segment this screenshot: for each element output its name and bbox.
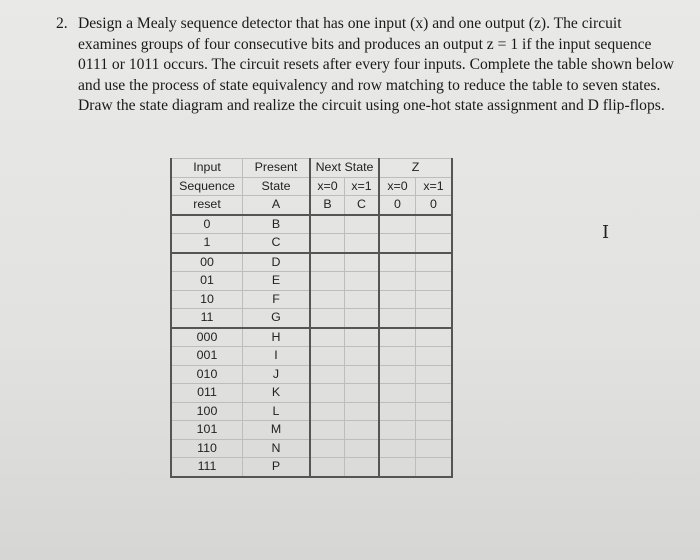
z-x0-cell[interactable] — [379, 290, 416, 309]
z-x0-cell[interactable] — [379, 215, 416, 234]
next-state-x1-cell[interactable] — [345, 215, 380, 234]
z-x0-cell[interactable] — [379, 328, 416, 347]
next-state-x0-cell[interactable] — [310, 215, 345, 234]
next-state-x0-cell[interactable] — [310, 402, 345, 421]
next-state-x0-cell[interactable] — [310, 365, 345, 384]
next-state-x0-cell[interactable] — [310, 309, 345, 328]
next-state-x0-cell[interactable] — [310, 384, 345, 403]
z-x1-cell[interactable] — [416, 253, 453, 272]
z-x1-cell[interactable] — [416, 458, 453, 477]
z-x0-cell[interactable] — [379, 439, 416, 458]
present-state-cell: C — [243, 234, 311, 253]
present-state-cell: L — [243, 402, 311, 421]
next-state-x1-cell[interactable] — [345, 290, 380, 309]
input-sequence-cell: 010 — [171, 365, 243, 384]
input-sequence-cell: 001 — [171, 347, 243, 366]
z-x0-cell[interactable]: 0 — [379, 196, 416, 215]
table-row — [171, 421, 452, 440]
z-x1-cell[interactable] — [416, 365, 453, 384]
input-sequence-cell: 111 — [171, 458, 243, 477]
table-row — [171, 272, 452, 291]
header-next-state: Next State — [310, 159, 379, 178]
present-state-cell: F — [243, 290, 311, 309]
present-state-cell: P — [243, 458, 311, 477]
input-sequence-cell: 10 — [171, 290, 243, 309]
next-state-x0-cell[interactable] — [310, 347, 345, 366]
next-state-x1-cell[interactable] — [345, 347, 380, 366]
next-state-x0-cell[interactable]: B — [310, 196, 345, 215]
text-cursor-icon: I — [602, 222, 610, 243]
next-state-x1-cell[interactable] — [345, 272, 380, 291]
next-state-x0-cell[interactable] — [310, 439, 345, 458]
table-header-row-1 — [171, 159, 452, 178]
z-x1-cell[interactable] — [416, 290, 453, 309]
input-sequence-cell: 00 — [171, 253, 243, 272]
z-x0-cell[interactable] — [379, 458, 416, 477]
z-x1-cell[interactable] — [416, 439, 453, 458]
present-state-cell: H — [243, 328, 311, 347]
z-x0-cell[interactable] — [379, 365, 416, 384]
present-state-cell: B — [243, 215, 311, 234]
input-sequence-cell: 100 — [171, 402, 243, 421]
table-row — [171, 309, 452, 328]
table-row — [171, 384, 452, 403]
problem-text: Design a Mealy sequence detector that has one input (x) and one output (z). The circuit examines groups of four consecutive bits and produces an output z = 1 if the input sequence 0111 or 1011 occurs. The circuit resets after every four inputs. Complete the table shown below and use the process of state equivalency and row matching to reduce the table to seven states. Draw the state diagram and realize the circuit using one-hot state assignment and D flip-flops. — [78, 15, 675, 114]
next-state-x1-cell[interactable] — [345, 421, 380, 440]
next-state-x0-cell[interactable] — [310, 253, 345, 272]
z-x0-cell[interactable] — [379, 253, 416, 272]
header-next-x1: x=1 — [345, 177, 380, 196]
next-state-x1-cell[interactable] — [345, 439, 380, 458]
z-x0-cell[interactable] — [379, 272, 416, 291]
problem-number: 2. — [56, 15, 68, 32]
next-state-x1-cell[interactable] — [345, 384, 380, 403]
table-header-row-2 — [171, 177, 452, 196]
z-x0-cell[interactable] — [379, 234, 416, 253]
z-x1-cell[interactable] — [416, 421, 453, 440]
input-sequence-cell: 011 — [171, 384, 243, 403]
next-state-x0-cell[interactable] — [310, 458, 345, 477]
table-row — [171, 234, 452, 253]
next-state-x1-cell[interactable] — [345, 309, 380, 328]
z-x0-cell[interactable] — [379, 421, 416, 440]
state-table — [170, 158, 453, 478]
next-state-x0-cell[interactable] — [310, 421, 345, 440]
table-body — [171, 196, 452, 477]
table-row — [171, 196, 452, 215]
z-x0-cell[interactable] — [379, 347, 416, 366]
next-state-x0-cell[interactable] — [310, 234, 345, 253]
z-x0-cell[interactable] — [379, 384, 416, 403]
present-state-cell: M — [243, 421, 311, 440]
z-x1-cell[interactable]: 0 — [416, 196, 453, 215]
present-state-cell: G — [243, 309, 311, 328]
input-sequence-cell: 0 — [171, 215, 243, 234]
input-sequence-cell: 11 — [171, 309, 243, 328]
next-state-x1-cell[interactable] — [345, 253, 380, 272]
present-state-cell: N — [243, 439, 311, 458]
z-x1-cell[interactable] — [416, 215, 453, 234]
table-row — [171, 290, 452, 309]
z-x0-cell[interactable] — [379, 402, 416, 421]
table-row — [171, 365, 452, 384]
present-state-cell: K — [243, 384, 311, 403]
header-z-x1: x=1 — [416, 177, 453, 196]
header-next-x0: x=0 — [310, 177, 345, 196]
table-row — [171, 458, 452, 477]
present-state-cell: J — [243, 365, 311, 384]
next-state-x0-cell[interactable] — [310, 328, 345, 347]
header-state: State — [243, 177, 311, 196]
input-sequence-cell: 01 — [171, 272, 243, 291]
z-x1-cell[interactable] — [416, 272, 453, 291]
present-state-cell: D — [243, 253, 311, 272]
z-x1-cell[interactable] — [416, 347, 453, 366]
table-row — [171, 402, 452, 421]
present-state-cell: A — [243, 196, 311, 215]
next-state-x1-cell[interactable]: C — [345, 196, 380, 215]
present-state-cell: I — [243, 347, 311, 366]
header-present: Present — [243, 159, 311, 178]
problem-statement — [56, 14, 676, 117]
next-state-x0-cell[interactable] — [310, 272, 345, 291]
next-state-x1-cell[interactable] — [345, 365, 380, 384]
next-state-x1-cell[interactable] — [345, 402, 380, 421]
z-x1-cell[interactable] — [416, 402, 453, 421]
input-sequence-cell: 1 — [171, 234, 243, 253]
header-z: Z — [379, 159, 452, 178]
input-sequence-cell: 101 — [171, 421, 243, 440]
table-row — [171, 253, 452, 272]
table-row — [171, 439, 452, 458]
next-state-x1-cell[interactable] — [345, 234, 380, 253]
table-row — [171, 328, 452, 347]
next-state-x1-cell[interactable] — [345, 458, 380, 477]
z-x1-cell[interactable] — [416, 384, 453, 403]
header-sequence: Sequence — [171, 177, 243, 196]
z-x1-cell[interactable] — [416, 309, 453, 328]
input-sequence-cell: 000 — [171, 328, 243, 347]
header-z-x0: x=0 — [379, 177, 416, 196]
z-x1-cell[interactable] — [416, 234, 453, 253]
input-sequence-cell: reset — [171, 196, 243, 215]
next-state-x0-cell[interactable] — [310, 290, 345, 309]
next-state-x1-cell[interactable] — [345, 328, 380, 347]
header-input: Input — [171, 159, 243, 178]
table-row — [171, 347, 452, 366]
input-sequence-cell: 110 — [171, 439, 243, 458]
z-x1-cell[interactable] — [416, 328, 453, 347]
table-row — [171, 215, 452, 234]
present-state-cell: E — [243, 272, 311, 291]
z-x0-cell[interactable] — [379, 309, 416, 328]
